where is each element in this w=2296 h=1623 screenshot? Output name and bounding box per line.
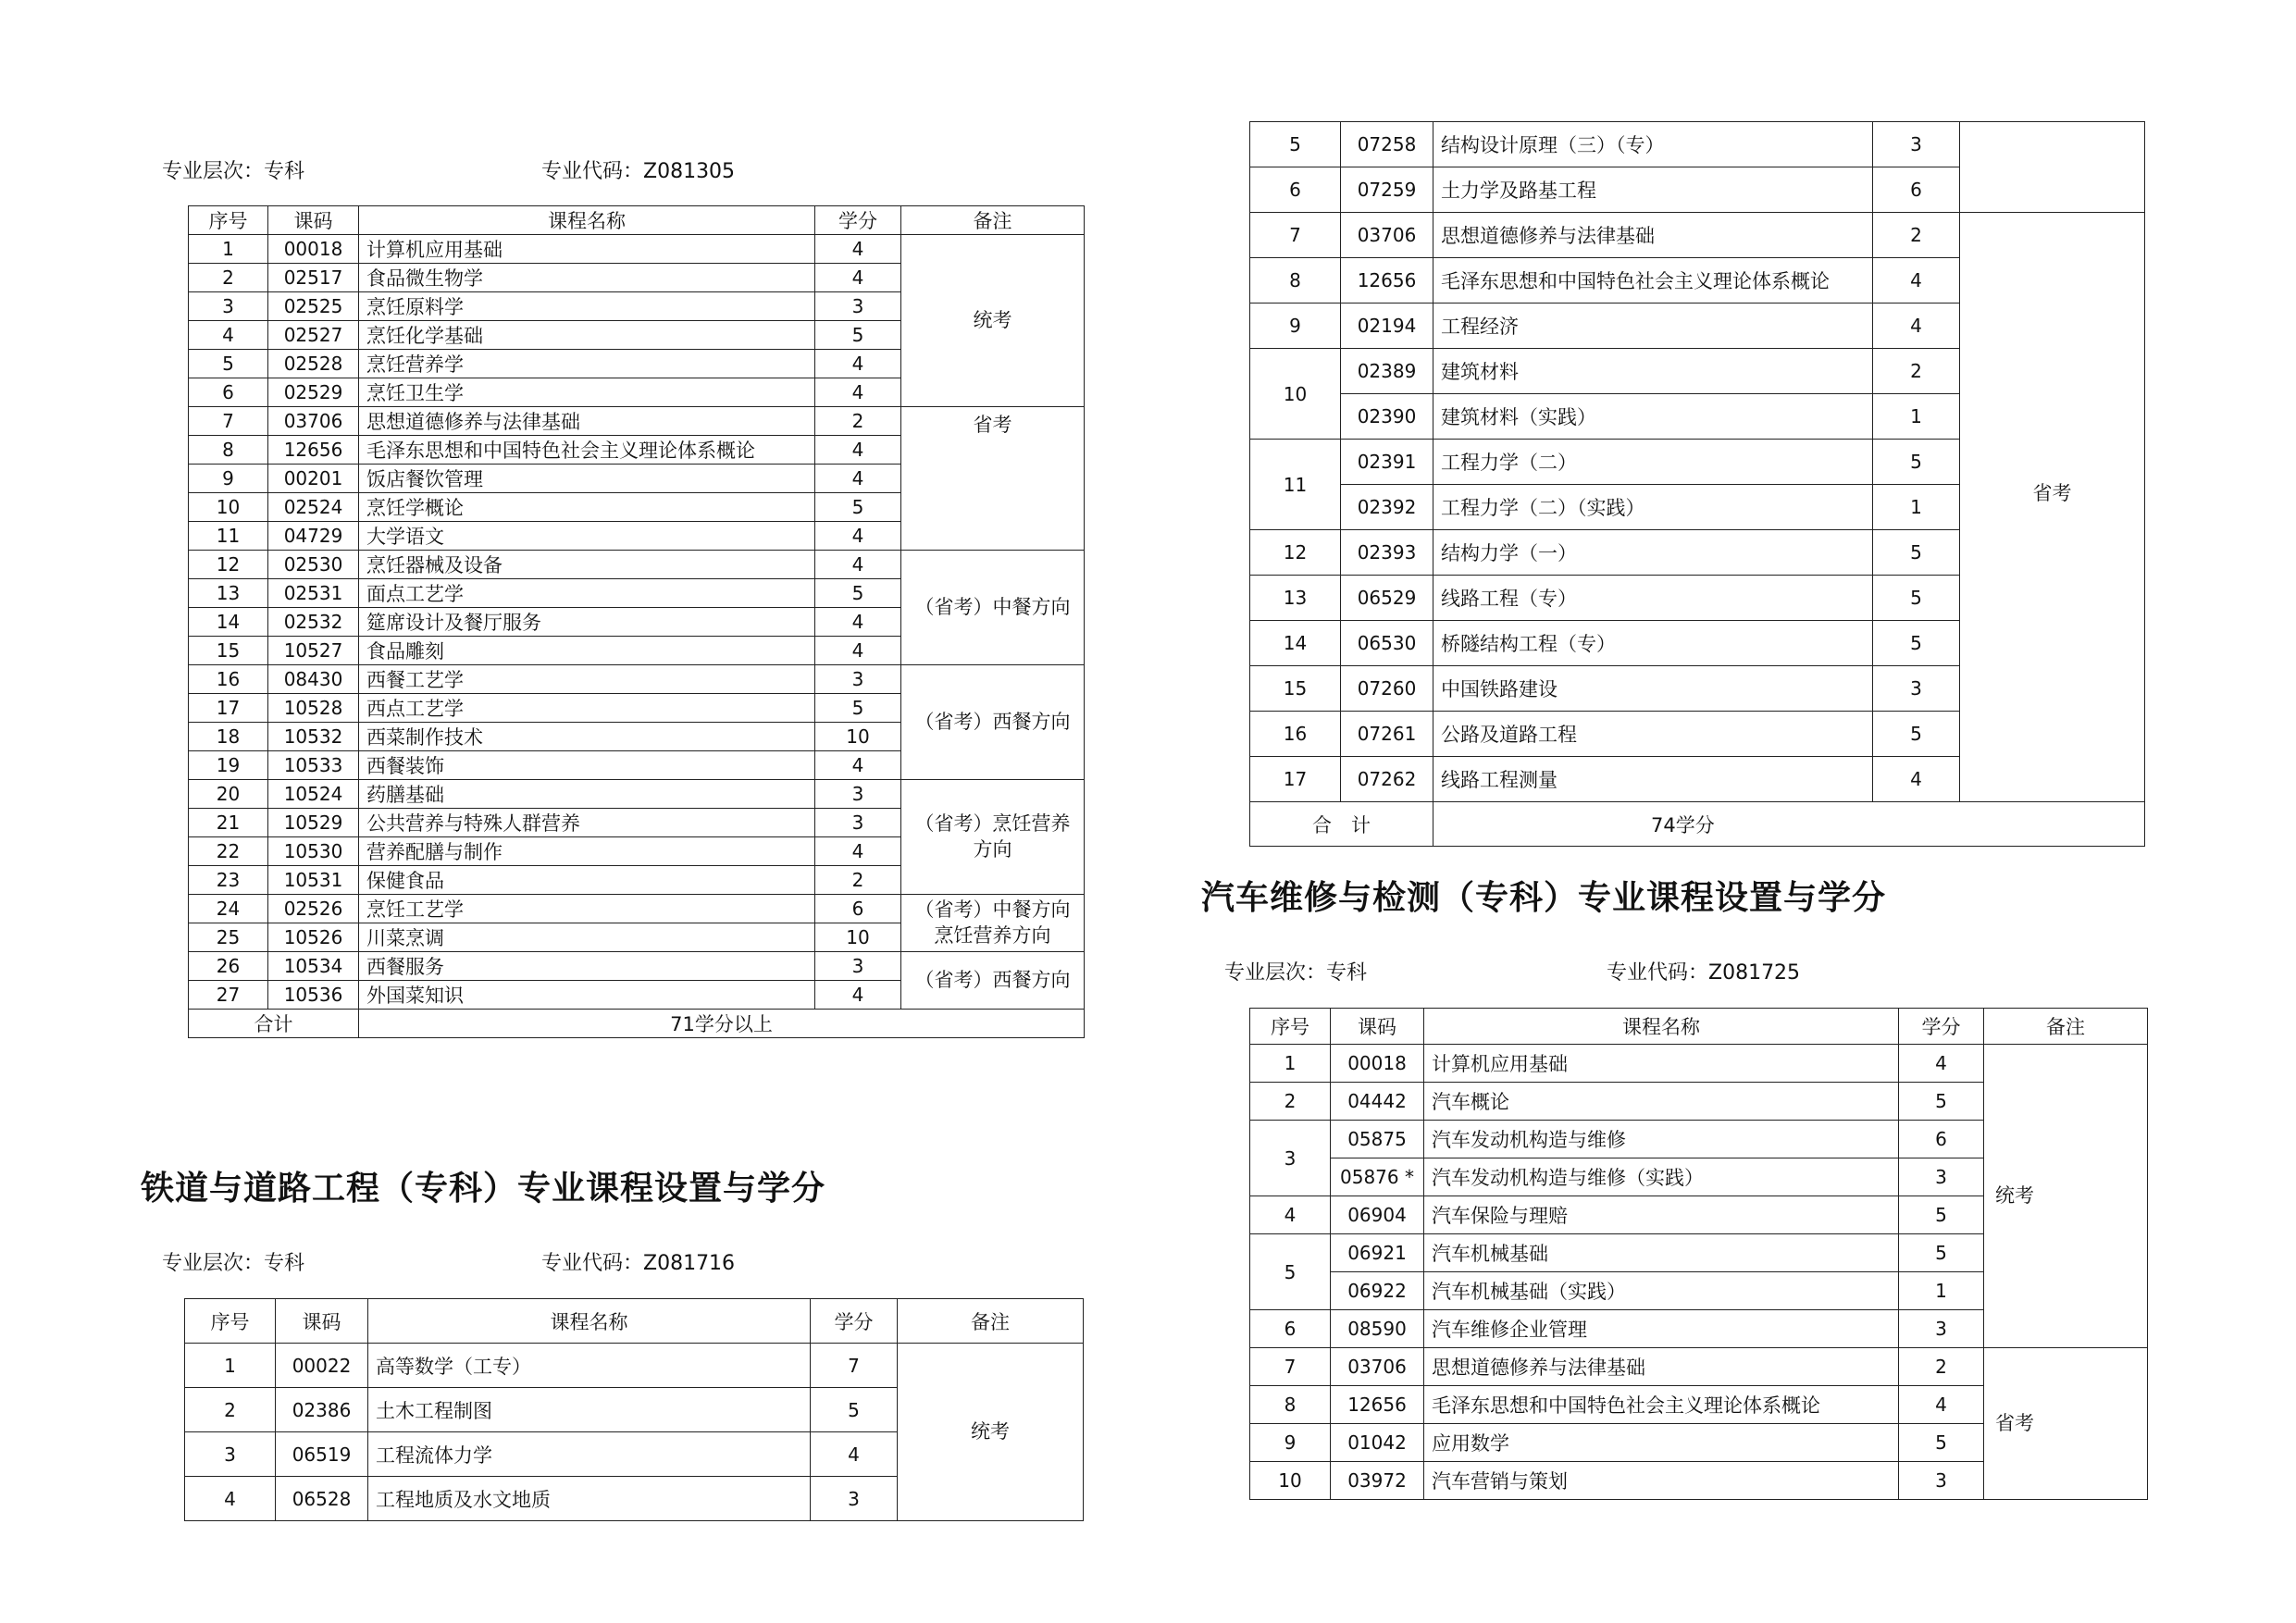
- course-code: 00018: [268, 235, 359, 264]
- header-seq: 序号: [1250, 1009, 1331, 1045]
- course-name: 中国铁路建设: [1433, 666, 1873, 712]
- credit-cell: 2: [1899, 1348, 1984, 1386]
- seq-cell: 1: [189, 235, 268, 264]
- course-code: 10534: [268, 952, 359, 981]
- course-code: 02524: [268, 493, 359, 522]
- course-code: 04729: [268, 522, 359, 551]
- seq-cell: 16: [1250, 712, 1341, 757]
- seq-cell: 2: [1250, 1083, 1331, 1121]
- course-code: 02386: [276, 1388, 368, 1432]
- course-name: 线路工程（专）: [1433, 576, 1873, 621]
- course-name: 公路及道路工程: [1433, 712, 1873, 757]
- total-row: [189, 1010, 1085, 1038]
- total-row: [1250, 802, 2145, 847]
- seq-cell: 3: [1250, 1121, 1331, 1196]
- total-label: 合 计: [1250, 802, 1433, 847]
- note-cell: 统考: [1984, 1045, 2148, 1348]
- seq-cell: 5: [1250, 122, 1341, 167]
- seq-cell: 20: [189, 780, 268, 809]
- table-header-row: [189, 206, 1085, 235]
- course-name: 桥隧结构工程（专）: [1433, 621, 1873, 666]
- seq-cell: 4: [1250, 1196, 1331, 1234]
- course-name: 面点工艺学: [359, 579, 815, 608]
- course-code: 06528: [276, 1477, 368, 1521]
- s2-course-table: [184, 1298, 1084, 1521]
- credit-cell: 5: [815, 321, 901, 350]
- credit-cell: 4: [815, 637, 901, 665]
- credit-cell: 2: [815, 866, 901, 895]
- note-cell: 统考: [901, 235, 1085, 407]
- course-code: 00022: [276, 1344, 368, 1388]
- course-code: 02389: [1341, 349, 1433, 394]
- course-code: 07262: [1341, 757, 1433, 802]
- course-name: 食品微生物学: [359, 264, 815, 292]
- course-code: 06529: [1341, 576, 1433, 621]
- seq-cell: 2: [185, 1388, 276, 1432]
- seq-cell: 9: [1250, 304, 1341, 349]
- seq-cell: 8: [1250, 258, 1341, 304]
- course-name: 计算机应用基础: [359, 235, 815, 264]
- note-cell: （省考）中餐方向 烹饪营养方向: [901, 895, 1085, 952]
- credit-cell: 5: [1873, 530, 1960, 576]
- course-name: 工程经济: [1433, 304, 1873, 349]
- course-name: 川菜烹调: [359, 923, 815, 952]
- header-code: 课码: [268, 206, 359, 235]
- credit-cell: 4: [815, 264, 901, 292]
- course-name: 烹饪化学基础: [359, 321, 815, 350]
- seq-cell: 7: [189, 407, 268, 436]
- course-code: 10530: [268, 837, 359, 866]
- course-name: 筵席设计及餐厅服务: [359, 608, 815, 637]
- credit-cell: 5: [811, 1388, 898, 1432]
- credit-cell: 3: [1899, 1310, 1984, 1348]
- header-note: 备注: [1984, 1009, 2148, 1045]
- course-name: 高等数学（工专）: [368, 1344, 811, 1388]
- course-code: 10527: [268, 637, 359, 665]
- seq-cell: 23: [189, 866, 268, 895]
- course-code: 02194: [1341, 304, 1433, 349]
- s2-level: 专业层次：专科: [162, 1252, 305, 1275]
- course-code: 00201: [268, 465, 359, 493]
- course-name: 烹饪营养学: [359, 350, 815, 378]
- seq-cell: 2: [189, 264, 268, 292]
- credit-cell: 4: [815, 522, 901, 551]
- course-name: 工程力学（二）（实践）: [1433, 485, 1873, 530]
- credit-cell: 2: [1873, 349, 1960, 394]
- course-name: 西餐装饰: [359, 751, 815, 780]
- course-name: 结构力学（一）: [1433, 530, 1873, 576]
- course-code: 02393: [1341, 530, 1433, 576]
- seq-cell: 5: [1250, 1234, 1331, 1310]
- course-name: 思想道德修养与法律基础: [359, 407, 815, 436]
- credit-cell: 4: [1899, 1386, 1984, 1424]
- course-code: 12656: [268, 436, 359, 465]
- course-code: 10536: [268, 981, 359, 1010]
- credit-cell: 3: [815, 809, 901, 837]
- course-code: 05876 *: [1331, 1158, 1424, 1196]
- course-name: 结构设计原理（三）（专）: [1433, 122, 1873, 167]
- credit-cell: 3: [1899, 1462, 1984, 1500]
- credit-cell: 1: [1873, 485, 1960, 530]
- credit-cell: 6: [1873, 167, 1960, 213]
- credit-cell: 4: [815, 981, 901, 1010]
- course-name: 思想道德修养与法律基础: [1433, 213, 1873, 258]
- table-row: [189, 235, 1085, 264]
- seq-cell: 4: [189, 321, 268, 350]
- course-code: 03972: [1331, 1462, 1424, 1500]
- course-name: 汽车营销与策划: [1424, 1462, 1899, 1500]
- note-cell: （省考）西餐方向: [901, 665, 1085, 780]
- course-name: 工程力学（二）: [1433, 440, 1873, 485]
- s4-level: 专业层次：专科: [1224, 961, 1368, 985]
- credit-cell: 5: [1899, 1196, 1984, 1234]
- course-code: 06922: [1331, 1272, 1424, 1310]
- course-name: 毛泽东思想和中国特色社会主义理论体系概论: [1424, 1386, 1899, 1424]
- s2-title: 铁道与道路工程（专科）专业课程设置与学分: [141, 1169, 826, 1208]
- seq-cell: 14: [189, 608, 268, 637]
- course-code: 05875: [1331, 1121, 1424, 1158]
- credit-cell: 3: [815, 780, 901, 809]
- credit-cell: 5: [1873, 576, 1960, 621]
- course-name: 汽车发动机构造与维修: [1424, 1121, 1899, 1158]
- seq-cell: 15: [1250, 666, 1341, 712]
- credit-cell: 4: [815, 837, 901, 866]
- s4-code: 专业代码：Z081725: [1607, 961, 1801, 985]
- header-credit: 学分: [1899, 1009, 1984, 1045]
- course-code: 10533: [268, 751, 359, 780]
- credit-cell: 4: [815, 235, 901, 264]
- seq-cell: 9: [1250, 1424, 1331, 1462]
- credit-cell: 3: [811, 1477, 898, 1521]
- seq-cell: 9: [189, 465, 268, 493]
- course-code: 02526: [268, 895, 359, 923]
- course-name: 汽车机械基础（实践）: [1424, 1272, 1899, 1310]
- course-code: 02529: [268, 378, 359, 407]
- course-name: 建筑材料（实践）: [1433, 394, 1873, 440]
- course-code: 00018: [1331, 1045, 1424, 1083]
- table-header-row: [185, 1299, 1084, 1344]
- credit-cell: 1: [1873, 394, 1960, 440]
- course-name: 烹饪工艺学: [359, 895, 815, 923]
- table-row: [189, 665, 1085, 694]
- course-code: 07258: [1341, 122, 1433, 167]
- seq-cell: 16: [189, 665, 268, 694]
- s1-level: 专业层次：专科: [162, 160, 305, 183]
- course-code: 03706: [268, 407, 359, 436]
- credit-cell: 5: [1873, 440, 1960, 485]
- seq-cell: 25: [189, 923, 268, 952]
- seq-cell: 19: [189, 751, 268, 780]
- seq-cell: 21: [189, 809, 268, 837]
- table-row: [189, 780, 1085, 809]
- table-row: [189, 952, 1085, 981]
- s4-title: 汽车维修与检测（专科）专业课程设置与学分: [1201, 878, 1887, 917]
- credit-cell: 10: [815, 923, 901, 952]
- credit-cell: 5: [815, 579, 901, 608]
- seq-cell: 3: [189, 292, 268, 321]
- note-cell: （省考）西餐方向: [901, 952, 1085, 1010]
- seq-cell: 3: [185, 1432, 276, 1477]
- course-code: 01042: [1331, 1424, 1424, 1462]
- course-code: 08590: [1331, 1310, 1424, 1348]
- course-name: 建筑材料: [1433, 349, 1873, 394]
- total-value: 74学分: [1433, 802, 2145, 847]
- header-credit: 学分: [811, 1299, 898, 1344]
- course-code: 02517: [268, 264, 359, 292]
- s3-course-table: [1249, 121, 2145, 847]
- credit-cell: 6: [1899, 1121, 1984, 1158]
- course-name: 土木工程制图: [368, 1388, 811, 1432]
- seq-cell: 6: [1250, 1310, 1331, 1348]
- credit-cell: 4: [1873, 258, 1960, 304]
- course-code: 03706: [1341, 213, 1433, 258]
- course-name: 烹饪原料学: [359, 292, 815, 321]
- course-code: 07260: [1341, 666, 1433, 712]
- seq-cell: 1: [185, 1344, 276, 1388]
- credit-cell: 5: [1899, 1083, 1984, 1121]
- seq-cell: 18: [189, 723, 268, 751]
- seq-cell: 4: [185, 1477, 276, 1521]
- course-code: 10524: [268, 780, 359, 809]
- course-code: 12656: [1341, 258, 1433, 304]
- table-row: [185, 1344, 1084, 1388]
- credit-cell: 2: [1873, 213, 1960, 258]
- credit-cell: 1: [1899, 1272, 1984, 1310]
- course-code: 02532: [268, 608, 359, 637]
- seq-cell: 13: [1250, 576, 1341, 621]
- course-name: 营养配膳与制作: [359, 837, 815, 866]
- credit-cell: 5: [1873, 621, 1960, 666]
- course-code: 06530: [1341, 621, 1433, 666]
- s1-code: 专业代码：Z081305: [541, 160, 736, 183]
- s1-course-table: [188, 205, 1085, 1038]
- header-code: 课码: [276, 1299, 368, 1344]
- table-row: [1250, 1045, 2148, 1083]
- credit-cell: 3: [1873, 666, 1960, 712]
- note-cell: 省考: [1960, 213, 2145, 802]
- table-row: [1250, 213, 2145, 258]
- course-name: 应用数学: [1424, 1424, 1899, 1462]
- seq-cell: 22: [189, 837, 268, 866]
- credit-cell: 5: [1899, 1234, 1984, 1272]
- credit-cell: 2: [815, 407, 901, 436]
- note-cell: 省考: [1984, 1348, 2148, 1500]
- credit-cell: 3: [815, 952, 901, 981]
- credit-cell: 3: [815, 665, 901, 694]
- course-code: 02530: [268, 551, 359, 579]
- note-cell: （省考）中餐方向: [901, 551, 1085, 665]
- course-name: 烹饪学概论: [359, 493, 815, 522]
- credit-cell: 5: [815, 493, 901, 522]
- seq-cell: 8: [1250, 1386, 1331, 1424]
- credit-cell: 4: [815, 551, 901, 579]
- seq-cell: 7: [1250, 213, 1341, 258]
- course-name: 烹饪器械及设备: [359, 551, 815, 579]
- course-code: 02531: [268, 579, 359, 608]
- course-code: 06904: [1331, 1196, 1424, 1234]
- seq-cell: 15: [189, 637, 268, 665]
- course-name: 烹饪卫生学: [359, 378, 815, 407]
- course-name: 大学语文: [359, 522, 815, 551]
- header-seq: 序号: [189, 206, 268, 235]
- course-name: 汽车保险与理赔: [1424, 1196, 1899, 1234]
- course-code: 08430: [268, 665, 359, 694]
- seq-cell: 17: [1250, 757, 1341, 802]
- table-row: [1250, 1348, 2148, 1386]
- course-name: 线路工程测量: [1433, 757, 1873, 802]
- note-cell-empty: [1960, 122, 2145, 213]
- course-name: 工程地质及水文地质: [368, 1477, 811, 1521]
- note-cell: （省考）烹饪营养方向: [901, 780, 1085, 895]
- header-code: 课码: [1331, 1009, 1424, 1045]
- credit-cell: 5: [1873, 712, 1960, 757]
- course-code: 04442: [1331, 1083, 1424, 1121]
- course-code: 03706: [1331, 1348, 1424, 1386]
- header-seq: 序号: [185, 1299, 276, 1344]
- header-name: 课程名称: [1424, 1009, 1899, 1045]
- course-code: 02391: [1341, 440, 1433, 485]
- seq-cell: 11: [1250, 440, 1341, 530]
- seq-cell: 10: [189, 493, 268, 522]
- course-name: 汽车发动机构造与维修（实践）: [1424, 1158, 1899, 1196]
- course-name: 饭店餐饮管理: [359, 465, 815, 493]
- credit-cell: 10: [815, 723, 901, 751]
- total-value: 71学分以上: [359, 1010, 1085, 1038]
- course-code: 02527: [268, 321, 359, 350]
- credit-cell: 4: [811, 1432, 898, 1477]
- seq-cell: 6: [1250, 167, 1341, 213]
- note-cell: 省考: [901, 407, 1085, 551]
- course-code: 07259: [1341, 167, 1433, 213]
- course-code: 10528: [268, 694, 359, 723]
- credit-cell: 7: [811, 1344, 898, 1388]
- credit-cell: 4: [1873, 304, 1960, 349]
- course-code: 07261: [1341, 712, 1433, 757]
- seq-cell: 10: [1250, 349, 1341, 440]
- header-note: 备注: [901, 206, 1085, 235]
- credit-cell: 3: [815, 292, 901, 321]
- course-code: 06921: [1331, 1234, 1424, 1272]
- table-header-row: [1250, 1009, 2148, 1045]
- seq-cell: 27: [189, 981, 268, 1010]
- seq-cell: 13: [189, 579, 268, 608]
- seq-cell: 7: [1250, 1348, 1331, 1386]
- seq-cell: 14: [1250, 621, 1341, 666]
- seq-cell: 12: [189, 551, 268, 579]
- course-name: 西点工艺学: [359, 694, 815, 723]
- course-code: 10532: [268, 723, 359, 751]
- seq-cell: 12: [1250, 530, 1341, 576]
- seq-cell: 24: [189, 895, 268, 923]
- course-code: 02390: [1341, 394, 1433, 440]
- course-code: 02528: [268, 350, 359, 378]
- credit-cell: 6: [815, 895, 901, 923]
- header-name: 课程名称: [368, 1299, 811, 1344]
- course-name: 西餐工艺学: [359, 665, 815, 694]
- credit-cell: 5: [815, 694, 901, 723]
- course-name: 毛泽东思想和中国特色社会主义理论体系概论: [1433, 258, 1873, 304]
- credit-cell: 3: [1873, 122, 1960, 167]
- course-name: 工程流体力学: [368, 1432, 811, 1477]
- seq-cell: 6: [189, 378, 268, 407]
- course-name: 西餐服务: [359, 952, 815, 981]
- course-code: 10531: [268, 866, 359, 895]
- table-row: [189, 895, 1085, 923]
- course-name: 外国菜知识: [359, 981, 815, 1010]
- table-row: [1250, 122, 2145, 167]
- table-row: [189, 407, 1085, 436]
- course-name: 土力学及路基工程: [1433, 167, 1873, 213]
- credit-cell: 4: [815, 436, 901, 465]
- table-row: [189, 551, 1085, 579]
- course-code: 12656: [1331, 1386, 1424, 1424]
- course-name: 药膳基础: [359, 780, 815, 809]
- note-cell: 统考: [898, 1344, 1084, 1521]
- credit-cell: 4: [815, 350, 901, 378]
- total-label: 合计: [189, 1010, 359, 1038]
- course-name: 汽车概论: [1424, 1083, 1899, 1121]
- seq-cell: 26: [189, 952, 268, 981]
- s4-course-table: [1249, 1008, 2148, 1500]
- seq-cell: 17: [189, 694, 268, 723]
- course-code: 02525: [268, 292, 359, 321]
- header-credit: 学分: [815, 206, 901, 235]
- credit-cell: 5: [1899, 1424, 1984, 1462]
- seq-cell: 11: [189, 522, 268, 551]
- course-name: 计算机应用基础: [1424, 1045, 1899, 1083]
- course-name: 公共营养与特殊人群营养: [359, 809, 815, 837]
- credit-cell: 4: [815, 465, 901, 493]
- course-name: 保健食品: [359, 866, 815, 895]
- credit-cell: 4: [1873, 757, 1960, 802]
- credit-cell: 3: [1899, 1158, 1984, 1196]
- credit-cell: 4: [1899, 1045, 1984, 1083]
- course-name: 汽车维修企业管理: [1424, 1310, 1899, 1348]
- course-code: 10526: [268, 923, 359, 952]
- credit-cell: 4: [815, 608, 901, 637]
- header-name: 课程名称: [359, 206, 815, 235]
- course-name: 西菜制作技术: [359, 723, 815, 751]
- seq-cell: 5: [189, 350, 268, 378]
- course-code: 10529: [268, 809, 359, 837]
- course-name: 食品雕刻: [359, 637, 815, 665]
- course-code: 02392: [1341, 485, 1433, 530]
- header-note: 备注: [898, 1299, 1084, 1344]
- s2-code: 专业代码：Z081716: [541, 1252, 736, 1275]
- course-name: 毛泽东思想和中国特色社会主义理论体系概论: [359, 436, 815, 465]
- seq-cell: 1: [1250, 1045, 1331, 1083]
- credit-cell: 4: [815, 378, 901, 407]
- seq-cell: 8: [189, 436, 268, 465]
- seq-cell: 10: [1250, 1462, 1331, 1500]
- course-code: 06519: [276, 1432, 368, 1477]
- credit-cell: 4: [815, 751, 901, 780]
- course-name: 思想道德修养与法律基础: [1424, 1348, 1899, 1386]
- course-name: 汽车机械基础: [1424, 1234, 1899, 1272]
